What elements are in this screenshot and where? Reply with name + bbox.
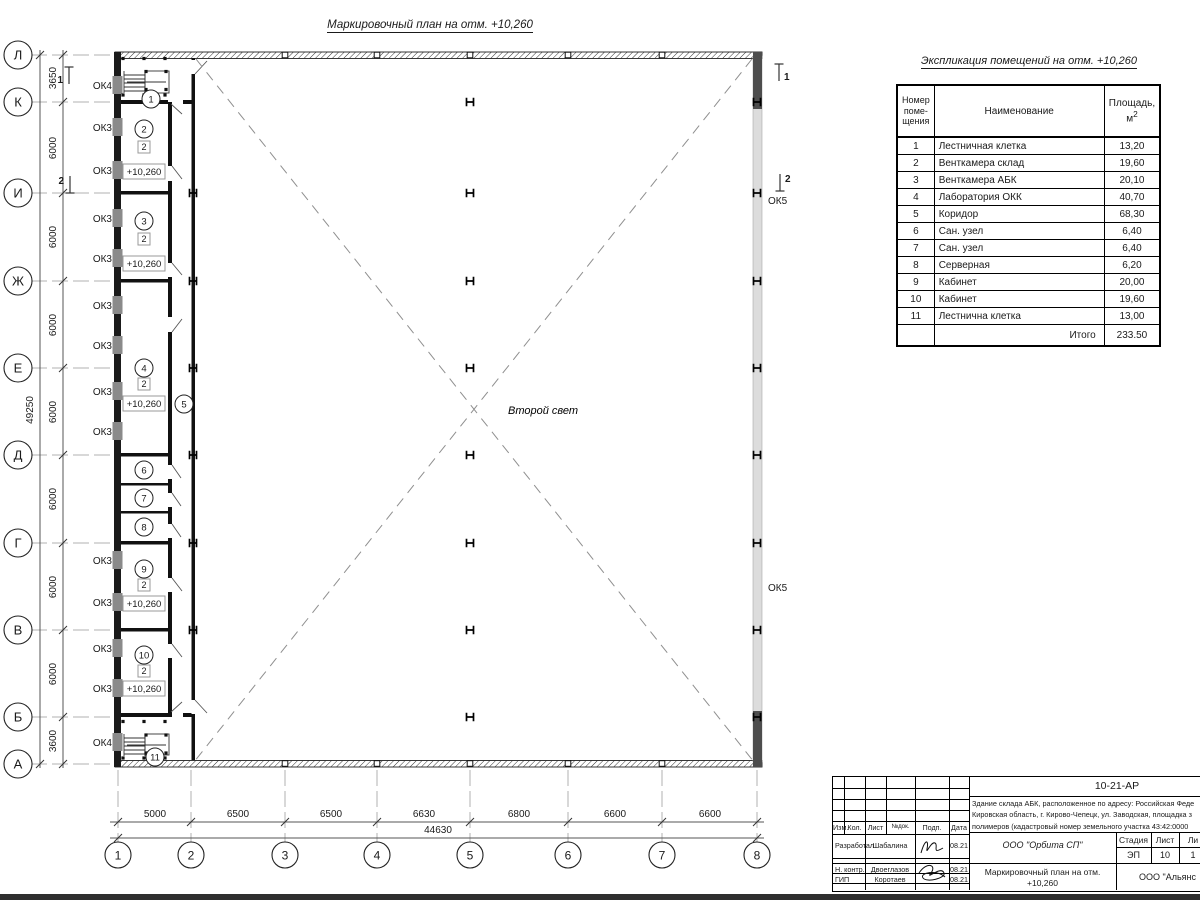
room-number: 7	[897, 240, 934, 257]
titleblock-line	[1116, 847, 1200, 848]
room-tag: 7	[141, 493, 147, 505]
schedule-row	[897, 155, 1160, 172]
room-number: 10	[897, 291, 934, 308]
room-tag: 3	[141, 216, 147, 228]
window-label: ОК3	[92, 598, 112, 609]
second-light-cross	[196, 59, 752, 760]
description-line: Кировская область, г. Кирово-Чепецк, ул. Заводская, площадка з	[972, 810, 1192, 820]
schedule-row	[897, 172, 1160, 189]
titleblock-line	[969, 863, 1200, 864]
schedule-row	[897, 240, 1160, 257]
room-tag: 9	[141, 564, 147, 576]
schedule-row	[897, 257, 1160, 274]
room-name: Сан. узел	[934, 223, 1104, 240]
room-name: Кабинет	[934, 291, 1104, 308]
schedule-table	[896, 84, 1161, 347]
room-tag: 5	[181, 399, 187, 411]
room-number: 1	[897, 137, 934, 155]
window-label: ОК3	[92, 166, 112, 177]
elevation-tag: +10,260	[126, 599, 162, 610]
room-name: Венткамера АБК	[934, 172, 1104, 189]
left-exterior-wall	[114, 52, 121, 767]
window-label: ОК3	[92, 644, 112, 655]
grid-col-label: 8	[753, 848, 761, 863]
schedule-row	[897, 308, 1160, 325]
dim-col-3: 6630	[412, 809, 436, 820]
room-number: 9	[897, 274, 934, 291]
header-podp: Подп.	[922, 823, 942, 832]
dim-row-6: 6000	[48, 575, 59, 599]
staff-name: Шабалина	[872, 841, 908, 850]
grid-col-label: 4	[373, 848, 381, 863]
sheets-header: Ли	[1187, 835, 1199, 845]
window-label: ОК3	[92, 123, 112, 134]
room-number: 5	[897, 206, 934, 223]
staff-name: Двоеглазов	[870, 865, 910, 874]
room-area: 40,70	[1104, 189, 1160, 206]
wall-type-tag: 2	[141, 580, 147, 590]
grid-row-labels	[12, 48, 24, 772]
room-name: Лестнична клетка	[934, 308, 1104, 325]
room-name: Венткамера склад	[934, 155, 1104, 172]
wall-type-tag: 2	[141, 379, 147, 389]
grid-row-label: К	[14, 94, 22, 110]
staff-role: Разработал	[835, 841, 875, 850]
company2-name: ООО "Альянс	[1139, 872, 1196, 882]
grid-col-label: 7	[658, 848, 666, 863]
grid-col-label: 1	[114, 848, 122, 863]
schedule-row	[897, 223, 1160, 240]
room-number: 11	[897, 308, 934, 325]
grid-col-label: 2	[187, 848, 195, 863]
staff-date: 08.21	[950, 865, 968, 874]
grid-col-label: 5	[466, 848, 474, 863]
corridor-wall	[168, 102, 172, 717]
staff-date: 08.21	[950, 841, 968, 850]
titleblock-line	[833, 810, 969, 811]
dim-row-0: 3650	[48, 66, 59, 90]
schedule-total-row	[897, 325, 1160, 347]
hall-door-opening-bottom	[191, 700, 197, 714]
stair-symbol-room-1	[121, 57, 169, 97]
schedule-header-number: Номер поме- щения	[897, 85, 934, 137]
header-izm: Изм.	[833, 823, 849, 832]
grid-col-labels	[115, 849, 761, 863]
titleblock	[832, 776, 1200, 892]
elevation-tag: +10,260	[126, 399, 162, 410]
wall-type-tag: 2	[141, 234, 147, 244]
section-2-label: 2	[58, 176, 64, 187]
elevation-tag: +10,260	[126, 684, 162, 695]
grid-row-label: Д	[13, 447, 23, 463]
window-label: ОК3	[92, 684, 112, 695]
titleblock-line	[833, 821, 969, 822]
sheet-frame-bottom	[0, 894, 1200, 900]
doc-title-line: Маркировочный план на отм.	[984, 867, 1101, 877]
dim-col-2: 6500	[319, 809, 343, 820]
staff-date: 08.21	[950, 875, 968, 884]
dim-col-1: 6500	[226, 809, 250, 820]
window-label: ОК3	[92, 387, 112, 398]
room-area: 19,60	[1104, 155, 1160, 172]
titleblock-line	[833, 788, 969, 789]
grid-row-label: А	[13, 756, 23, 772]
header-list: Лист	[867, 823, 884, 832]
dim-row-3: 6000	[48, 313, 59, 337]
room-tag: 1	[148, 94, 154, 106]
room-name: Лестничная клетка	[934, 137, 1104, 155]
room-area: 20,00	[1104, 274, 1160, 291]
hall-door-opening-top	[191, 60, 197, 74]
signature-marks	[917, 835, 949, 885]
empty-cell	[897, 325, 934, 347]
project-description	[972, 798, 1194, 832]
window-label: ОК3	[92, 214, 112, 225]
description-line: полимеров (кадастровый номер земельного участка 43:42:0000	[972, 821, 1189, 831]
stage-header: Стадия	[1119, 835, 1148, 845]
window-labels-right	[768, 196, 788, 594]
room-tag: 11	[150, 752, 160, 764]
room-tag: 2	[141, 124, 147, 136]
dim-col-4: 6800	[507, 809, 531, 820]
second-light-label: Второй свет	[508, 405, 579, 417]
window-label: ОК5	[768, 196, 788, 207]
schedule-header-area	[1104, 85, 1160, 137]
wall-type-tag: 2	[141, 142, 147, 152]
room-number: 6	[897, 223, 934, 240]
schedule-title	[893, 55, 1165, 67]
titleblock-line	[833, 799, 969, 800]
description-line: Здание склада АБК, расположенное по адресу: Российская Феде	[972, 799, 1195, 808]
window-label: ОК4	[92, 738, 112, 749]
window-label: ОК3	[92, 341, 112, 352]
room-area: 68,30	[1104, 206, 1160, 223]
grid-row-label: Ж	[11, 273, 25, 289]
wall-type-tag: 2	[141, 666, 147, 676]
sheet-header: Лист	[1155, 835, 1175, 845]
room-name: Сан. узел	[934, 240, 1104, 257]
area-header-sup: 2	[1133, 108, 1138, 119]
dim-row-8: 3600	[48, 729, 59, 753]
dim-row-1: 6000	[48, 136, 59, 160]
room-tag: 6	[141, 465, 147, 477]
grid-row-label: Л	[13, 47, 23, 63]
grid-row-label: Г	[14, 535, 22, 551]
window-label: ОК3	[92, 301, 112, 312]
room-name: Серверная	[934, 257, 1104, 274]
schedule-row	[897, 274, 1160, 291]
grid-row-label: В	[13, 622, 23, 638]
room-area: 20,10	[1104, 172, 1160, 189]
schedule-title-text: Экспликация помещений на отм. +10,260	[921, 55, 1137, 67]
schedule-header-name: Наименование	[934, 85, 1104, 137]
window-label: ОК3	[92, 556, 112, 567]
area-header-unit: м	[1126, 113, 1134, 125]
header-ndok: №док.	[891, 823, 910, 830]
schedule-row	[897, 291, 1160, 308]
section-1-label: 1	[784, 72, 790, 83]
room-tag: 4	[141, 363, 147, 375]
titleblock-line	[969, 832, 1200, 833]
dim-row-total: 49250	[25, 396, 36, 424]
company-name: ООО "Орбита СП"	[1002, 840, 1083, 850]
total-label: Итого	[934, 325, 1104, 347]
grid-row-label: Б	[13, 709, 23, 725]
room-number: 8	[897, 257, 934, 274]
window-label: ОК3	[92, 254, 112, 265]
room-number: 3	[897, 172, 934, 189]
room-name: Коридор	[934, 206, 1104, 223]
grid-col-label: 3	[281, 848, 289, 863]
right-exterior-wall-glazing	[753, 56, 762, 762]
room-area: 6,40	[1104, 223, 1160, 240]
room-area: 19,60	[1104, 291, 1160, 308]
dim-col-5: 6600	[603, 809, 627, 820]
sheet-value: 10	[1159, 850, 1170, 860]
area-header-line1: Площадь,	[1108, 97, 1156, 109]
grid-col-bubbles	[105, 842, 770, 868]
window-label: ОК4	[92, 81, 112, 92]
window-label: ОК3	[92, 427, 112, 438]
room-tag: 10	[138, 650, 150, 662]
schedule-row	[897, 206, 1160, 223]
header-kol: Кол.	[847, 823, 862, 832]
dim-col-0: 5000	[143, 809, 167, 820]
schedule-row	[897, 137, 1160, 155]
column-marks	[190, 98, 761, 721]
room-area: 6,20	[1104, 257, 1160, 274]
room-area: 13,00	[1104, 308, 1160, 325]
section-2-label: 2	[785, 174, 791, 185]
grid-row-label: И	[13, 185, 23, 201]
titleblock-line	[969, 796, 1200, 797]
doc-title-line: +10,260	[1027, 878, 1058, 888]
elevation-tag: +10,260	[126, 167, 162, 178]
dim-row-2: 6000	[48, 225, 59, 249]
staff-role: ГИП	[835, 875, 850, 884]
dimension-labels	[25, 66, 722, 836]
schedule-header-row	[897, 85, 1160, 137]
total-value: 233.50	[1104, 325, 1160, 347]
room-area: 13,20	[1104, 137, 1160, 155]
room-number: 2	[897, 155, 934, 172]
door-swings	[171, 61, 207, 713]
grid-row-label: Е	[13, 360, 23, 376]
dim-row-7: 6000	[48, 662, 59, 686]
schedule-row	[897, 189, 1160, 206]
plan-title-text: Маркировочный план на отм. +10,260	[327, 19, 533, 31]
doc-code: 10-21-АР	[1094, 780, 1140, 792]
doc-title	[969, 867, 1116, 889]
room-number: 4	[897, 189, 934, 206]
room-area: 6,40	[1104, 240, 1160, 257]
header-data: Дата	[951, 823, 967, 832]
dim-col-6: 6600	[698, 809, 722, 820]
room-name: Кабинет	[934, 274, 1104, 291]
window-labels-left	[93, 81, 113, 749]
stage-value: ЭП	[1127, 850, 1140, 860]
dim-row-5: 6000	[48, 487, 59, 511]
room-name: Лаборатория ОКК	[934, 189, 1104, 206]
staff-role: Н. контр.	[835, 865, 865, 874]
staff-name: Коротаев	[874, 875, 906, 884]
section-1-label: 1	[57, 75, 63, 86]
dim-col-total: 44630	[424, 825, 452, 836]
sheets-value: 1	[1190, 850, 1196, 860]
grid-col-label: 6	[564, 848, 572, 863]
elevation-tag: +10,260	[126, 259, 162, 270]
dim-row-4: 6000	[48, 400, 59, 424]
room-tag: 8	[141, 522, 147, 534]
building-walls	[113, 52, 763, 767]
window-label: ОК5	[768, 583, 788, 594]
